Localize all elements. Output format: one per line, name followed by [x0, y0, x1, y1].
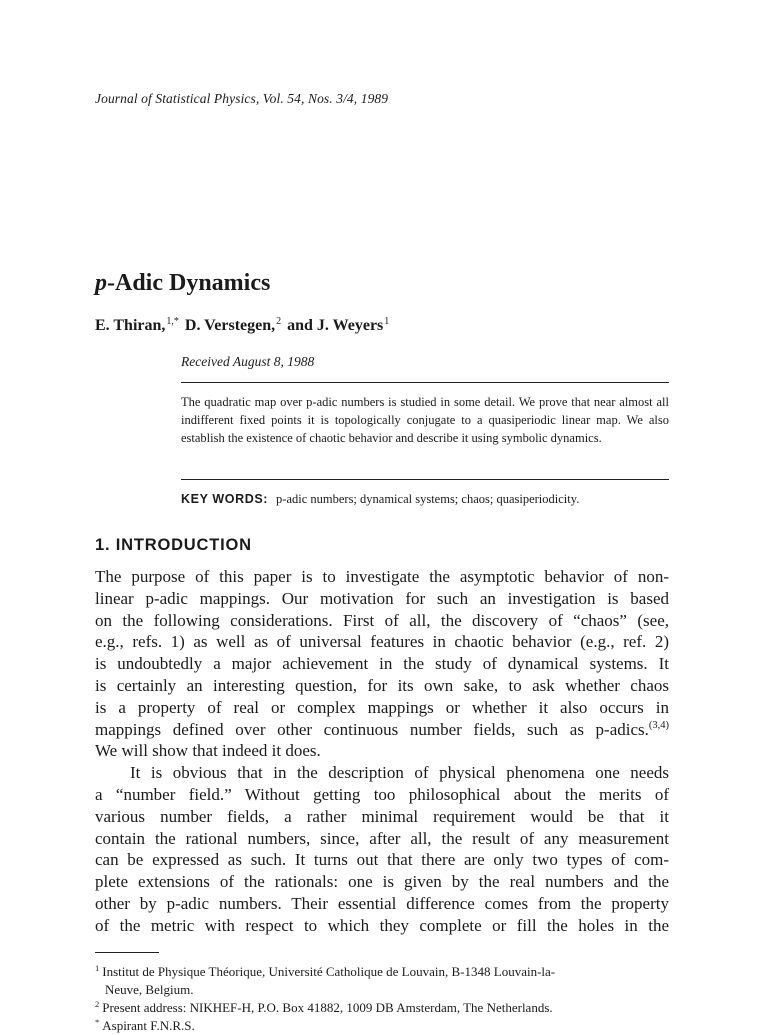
footnote-3-text: Aspirant F.N.R.S.: [102, 1018, 195, 1033]
abstract-top-rule: [181, 382, 669, 383]
footnote-rule: [95, 952, 159, 953]
footnote-1-continued: Neuve, Belgium.: [105, 982, 194, 997]
abstract-bottom-rule: [181, 479, 669, 480]
footnote-2-mark: 2: [95, 999, 100, 1009]
title-main: -Adic Dynamics: [107, 270, 271, 296]
section-heading-introduction: 1. INTRODUCTION: [95, 536, 252, 554]
body-line: plete extensions of the rationals: one is given by the real numbers and the: [95, 872, 669, 892]
abstract-text: The quadratic map over p-adic numbers is studied in some detail. We prove that near almost all indifferent fixed points it is topologically conjugate to a quasiperiodic linear map. We also establish the existence of chaotic behavior and describe it using symbolic dynamics.: [181, 395, 669, 445]
author-list: [95, 316, 391, 335]
title-p-variable: p: [95, 270, 107, 296]
keywords-text: p-adic numbers; dynamical systems; chaos; quasiperiodicity.: [276, 492, 580, 506]
body-line: mappings defined over other continuous number fields, such as p-adics.: [95, 719, 649, 739]
body-line: We will show that indeed it does.: [95, 741, 321, 761]
author-2-name: D. Verstegen,: [184, 317, 276, 334]
body-line: can be expressed as such. It turns out that there are only two types of com-: [95, 850, 669, 870]
body-line: is a property of real or complex mappings or whether it also occurs in: [95, 697, 669, 717]
footnote-1: [95, 963, 675, 981]
keywords-label: KEY WORDS:: [181, 492, 269, 506]
paper-title: [95, 270, 270, 297]
author-1-name: E. Thiran,: [95, 317, 166, 334]
body-line: is undoubtedly a major achievement in the study of dynamical systems. It: [95, 654, 669, 674]
journal-citation: Journal of Statistical Physics, Vol. 54, Nos. 3/4, 1989: [95, 91, 389, 106]
author-3-name: J. Weyers: [316, 317, 384, 334]
body-line: linear p-adic mappings. Our motivation for such an investigation is based: [95, 588, 669, 608]
received-date: Received August 8, 1988: [181, 354, 315, 369]
keywords: [181, 492, 579, 507]
body-line: It is obvious that in the description of physical phenomena one needs: [130, 763, 669, 783]
introduction-body: [95, 566, 669, 937]
body-line: The purpose of this paper is to investigate the asymptotic behavior of non-: [95, 567, 669, 586]
body-line: on the following considerations. First of all, the discovery of “chaos” (see,: [95, 610, 669, 630]
footnote-1-mark: 1: [95, 963, 100, 973]
footnote-2-text: Present address: NIKHEF-H, P.O. Box 41882, 1009 DB Amsterdam, The Netherlands.: [102, 1000, 553, 1015]
footnotes: [95, 963, 675, 1035]
footnote-3-mark: *: [95, 1017, 100, 1027]
citation-superscript: (3,4): [648, 719, 669, 731]
author-2-affiliation-mark: 2: [276, 316, 282, 327]
author-3-affiliation-mark: 1: [384, 316, 390, 327]
body-line: other by p-adic numbers. Their essential difference comes from the property: [95, 893, 669, 913]
author-connector: and: [287, 317, 313, 334]
footnote-2: [95, 999, 675, 1017]
footnote-1-line-1: Institut de Physique Théorique, Université Catholique de Louvain, B-1348 Louvain-la-: [102, 964, 556, 979]
author-1-affiliation-mark: 1,*: [166, 316, 179, 327]
body-line: a “number field.” Without getting too philosophical about the merits of: [95, 784, 669, 804]
body-line: contain the rational numbers, since, after all, the result of any measurement: [95, 828, 669, 848]
body-line: is certainly an interesting question, for its own sake, to ask whether chaos: [95, 675, 669, 695]
body-line: e.g., refs. 1) as well as of universal features in chaotic behavior (e.g., ref. 2): [95, 632, 669, 652]
body-line: various number fields, a rather minimal requirement would be that it: [95, 806, 669, 826]
body-line: of the metric with respect to which they complete or fill the holes in the: [95, 915, 669, 935]
body-line-with-citation: [95, 719, 669, 741]
footnote-3: [95, 1017, 675, 1035]
